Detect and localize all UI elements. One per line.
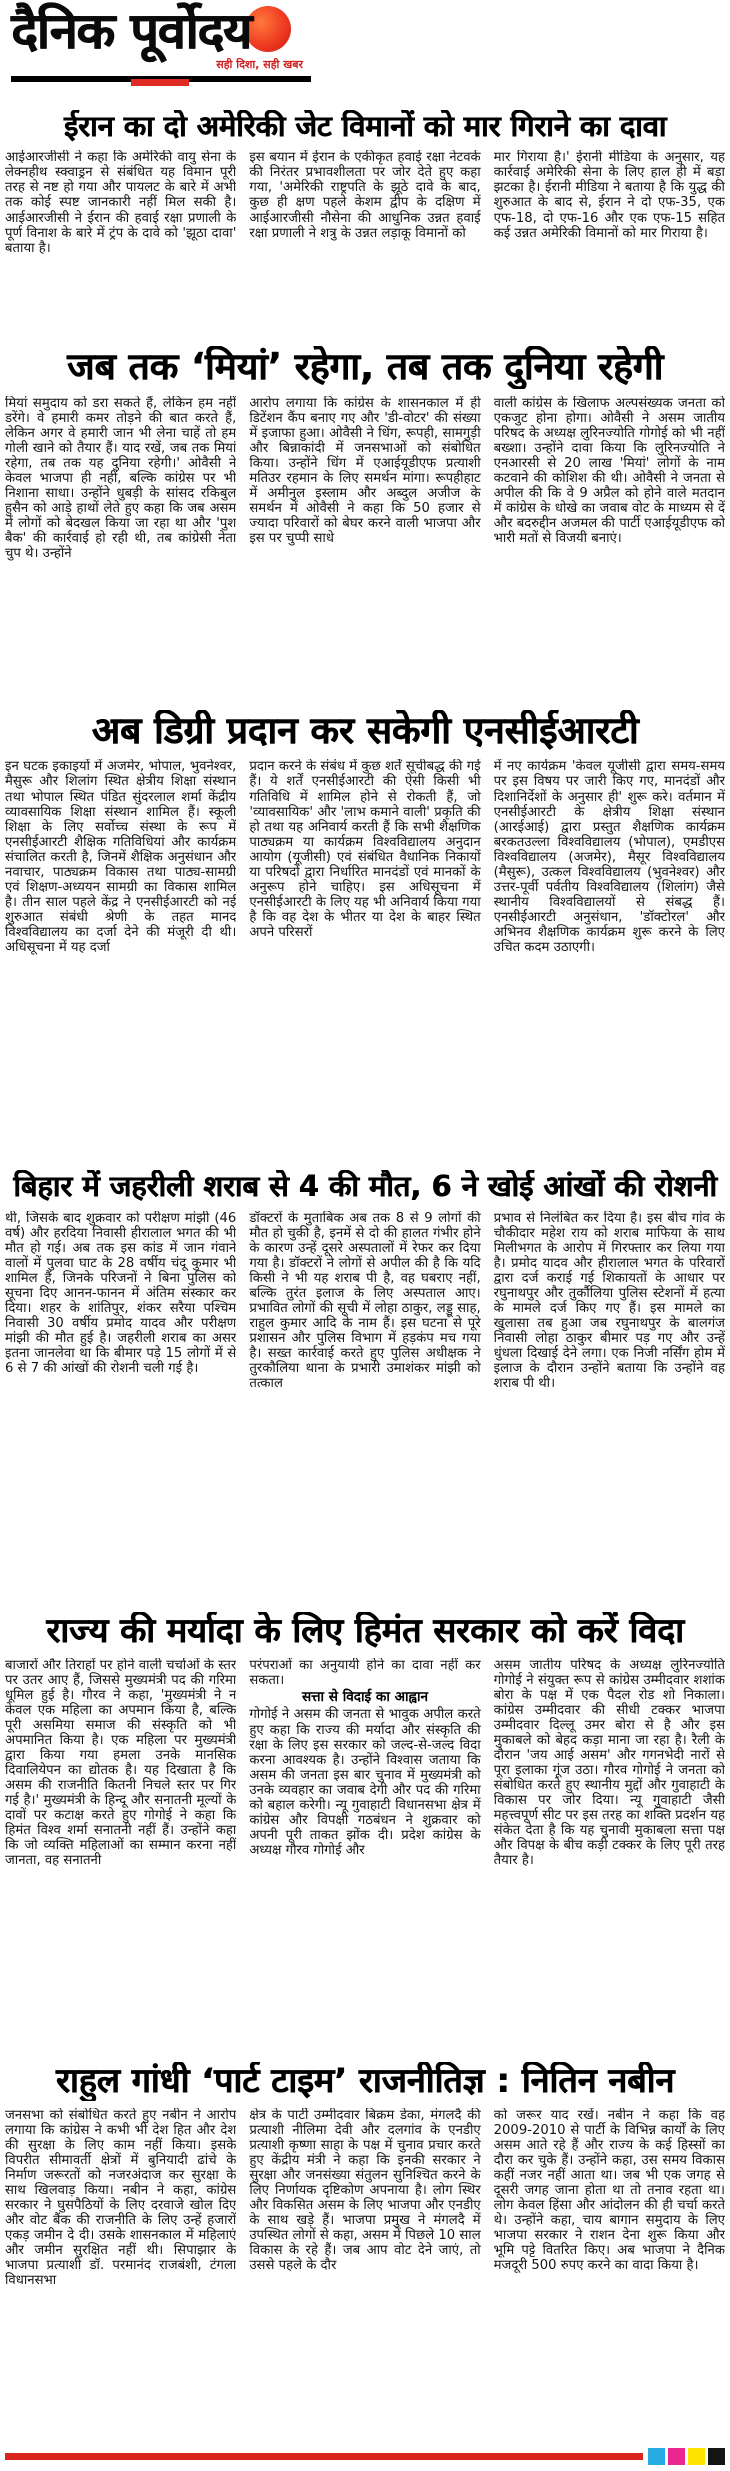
headline-himanta-govt: राज्य की मर्यादा के लिए हिमंत सरकार को करें विदा [46,1611,684,1651]
article-column-2: प्रदान करने के संबंध में कुछ शर्तें सूचीबद्ध की गई हैं। ये शर्तें एनसीईआरटी की ऐसी किसी भी गतिविधि में शामिल होने से रोकती हैं, जो 'व्यावसायिक' और 'लाभ कमाने वाली' प्रकृति की हो तथा यह अनिवार्य करती हैं कि सभी शैक्षणिक पाठ्यक्रम या कार्यक्रम विश्वविद्यालय अनुदान आयोग (यूजीसी) एवं संबंधित वैधानिक निकायों या परिषदों द्वारा निर्धारित मानदंडों एवं मानकों के अनुरूप होने चाहिए। इस अधिसूचना में एनसीईआरटी के लिए यह भी अनिवार्य किया गया है कि वह देश के भीतर या देश के बाहर स्थित अपने परिसरों [249,759,481,940]
article-column-3: में नए कार्यक्रम 'केवल यूजीसी द्वारा समय-समय पर इस विषय पर जारी किए गए, मानदंडों और दिशानिर्देशों के अनुसार ही' शुरू करे। वर्तमान में एनसीईआरटी के क्षेत्रीय शिक्षा संस्थान (आरईआई) द्वारा प्रस्तुत शैक्षणिक कार्यक्रम बरकतउल्ला विश्वविद्यालय (भोपाल), एमडीएस विश्वविद्यालय (अजमेर), मैसूर विश्वविद्यालय (मैसुरू), उत्कल विश्वविद्यालय (भुवनेश्वर) और उत्तर-पूर्वी पर्वतीय विश्वविद्यालय (शिलांग) जैसे स्थानीय विश्वविद्यालयों से संबद्ध हैं। एनसीईआरटी अनुसंधान, 'डॉक्टोरल' और अभिनव शैक्षणिक कार्यक्रम शुरू करने के लिए उचित कदम उठाएगी। [493,759,725,955]
article-owaisi-miya [5,346,725,704]
article-himanta-govt [5,1612,725,2056]
masthead-tagline: सही दिशा, सही खबर [216,58,303,71]
article-column-1: जनसभा को संबोधित करते हुए नबीन ने आरोप लगाया कि कांग्रेस ने कभी भी देश हित और देश की सुरक्षा के लिए काम नहीं किया। इसके विपरीत सीमावर्ती क्षेत्रों में बुनियादी ढांचे के निर्माण जरूरतों को नजरअंदाज कर सुरक्षा के साथ खिलवाड़ किया। नबीन ने कहा, कांग्रेस सरकार ने घुसपैठियों के लिए दरवाजे खोल दिए और वोट बैंक की राजनीति के लिए उन्हें हजारों एकड़ जमीन दे दी। उसके शासनकाल में महिलाएं और जमीन सुरक्षित नहीं थी। सिपाझार के भाजपा प्रत्याशी डॉ. परमानंद राजबंशी, टंगला विधानसभा [5,2107,237,2289]
headline-bihar-hooch: बिहार में जहरीली शराब से 4 की मौत, 6 ने खोई आंखों की रोशनी [13,1170,717,1204]
article-column-2: आरोप लगाया कि कांग्रेस के शासनकाल में ही डिटेंशन कैंप बनाए गए और 'डी-वोटर' की संख्या में इजाफा हुआ। ओवैसी ने धिंग, रूपही, सामगुड़ी और बिन्नाकांदी में जनसभाओं को संबोधित किया। उन्होंने धिंग में एआईयूडीएफ प्रत्याशी मतिउर रहमान के लिए समर्थन मांगा। रूपहीहाट में अमीनुल इस्लाम और अब्दुल अजीज के समर्थन में ओवैसी ने कहा कि 50 हजार से ज्यादा परिवारों को बेघर करने वाली भाजपा और इस पर चुप्पी साधे [249,395,481,547]
headline-ncert-degree: अब डिग्री प्रदान कर सकेगी एनसीईआरटी [91,709,639,752]
article-column-2 [249,1658,480,2056]
headline-rahul-parttime: राहुल गांधी ‘पार्ट टाइम’ राजनीतिज्ञ : नितिन नबीन [55,2061,675,2101]
article-column-3: वाली कांग्रेस के खिलाफ अल्पसंख्यक जनता को एकजुट होना होगा। ओवैसी ने असम जातीय परिषद के अध्यक्ष लुरिनज्योति गोगोई को भी नहीं बख्शा। उन्होंने दावा किया कि लुरिनज्योति ने एनआरसी से 20 लाख 'मियां' लोगों के नाम कटवाने की कोशिश की थी। ओवैसी ने जनता से अपील की कि वे 9 अप्रैल को होने वाले मतदान में कांग्रेस के धोखे का जवाब वोट के माध्यम से दें और बदरुद्दीन अजमल की पार्टी एआईयूडीएफ को भारी मतों से विजयी बनाएं। [493,395,725,547]
column-lead-text: परंपराओं का अनुयायी होने का दावा नहीं कर सकता। [249,1657,481,1688]
article-body [5,396,725,704]
article-body [5,1211,725,1606]
article-column-2: इस बयान में ईरान के एकीकृत हवाई रक्षा नेटवर्क की निरंतर प्रभावशीलता पर जोर देते हुए कहा गया, 'अमेरिकी राष्ट्रपति के झूठे दावे के बाद, कुछ ही क्षण पहले केशम द्वीप के दक्षिण में आईआरजीसी नौसेना की आधुनिक उन्नत हवाई रक्षा प्रणाली ने शत्रु के उन्नत लड़ाकू विमानों को [249,150,481,241]
article-body [5,1658,725,2056]
print-mark-black [708,2448,725,2465]
article-column-1: मियां समुदाय को डरा सकते हैं, लेकिन हम नहीं डरेंगे। वे हमारी कमर तोड़ने की बात करते हैं, लेकिन अगर वे हमारी जान भी लेना चाहें तो हम गोली खाने को तैयार हैं। याद रखें, जब तक मियां रहेगा, तब तक यह दुनिया रहेगी।' ओवैसी ने केवल भाजपा ही नहीं, बल्कि कांग्रेस पर भी निशाना साधा। उन्होंने धुबड़ी के सांसद रकिबुल हुसैन को आड़े हाथों लेते हुए कहा कि जब असम में लोगों को बेदखल किया जा रहा था और 'पुश बैक' की कार्रवाई हो रही थी, तब कांग्रेसी नेता चुप थे। उन्होंने [5,395,237,562]
print-mark-cyan [648,2448,665,2465]
article-column-3: प्रभाव से निलंबित कर दिया है। इस बीच गांव के चौकीदार महेश राय को शराब माफिया के साथ मिलीभगत के आरोप में गिरफ्तार कर लिया गया है। प्रमोद यादव और हीरालाल भगत के परिवारों द्वारा दर्ज कराई गई शिकायतों के आधार पर रघुनाथपुर और तुर्कौलिया पुलिस स्टेशनों में हत्या के मामले दर्ज किए गए हैं। इस मामले का खुलासा तब हुआ जब रघुनाथपुर के बालगंज निवासी लोहा ठाकुर बीमार पड़ गए और उन्हें धुंधला दिखाई देने लगा। एक निजी नर्सिंग होम में इलाज के दौरान उन्होंने बताया कि उन्होंने वह शराब पी थी। [493,1210,725,1392]
headline-owaisi-miya: जब तक ‘मियां’ रहेगा, तब तक दुनिया रहेगी [66,346,664,389]
article-column-1: इन घटक इकाइयों में अजमेर, भोपाल, भुवनेश्वर, मैसुरू और शिलांग स्थित क्षेत्रीय शिक्षा संस्थान तथा भोपाल स्थित पंडित सुंदरलाल शर्मा केंद्रीय व्यावसायिक शिक्षा संस्थान शामिल हैं। स्कूली शिक्षा के लिए सर्वोच्च संस्था के रूप में एनसीईआरटी शैक्षिक गतिविधियां और कार्यक्रम संचालित करती है, जिनमें शैक्षिक अनुसंधान और नवाचार, पाठ्यक्रम विकास तथा पाठ्य-सामग्री एवं शिक्षण-अध्ययन सामग्री का विकास शामिल है। तीन साल पहले केंद्र ने एनसीईआरटी को नई शुरुआत संबंधी श्रेणी के तहत मानद विश्वविद्यालय का दर्जा देने की मंजूरी दी थी। अधिसूचना में यह दर्जा [5,759,237,955]
print-mark-yellow [688,2448,705,2465]
masthead-rule [11,76,311,82]
newspaper-title: दैनिक पूर्वोदय [11,2,251,60]
article-column-3: को जरूर याद रखें। नबीन ने कहा कि वह 2009-2010 से पार्टी के विभिन्न कार्यों के लिए असम आते रहे हैं और राज्य के कई हिस्सों का दौरा कर चुके हैं। उन्होंने कहा, उस समय विकास कहीं नजर नहीं आता था। जब भी एक जगह से दूसरी जगह जाना होता था तो तनाव रहता था। लोग केवल हिंसा और आंदोलन की ही चर्चा करते थे। उन्होंने कहा, चाय बागान समुदाय के लिए भाजपा सरकार ने राशन देना शुरू किया और भूमि पट्टे वितरित किए। अब भाजपा ने दैनिक मजदूरी 500 रुपए करने का वादा किया है। [493,2107,725,2274]
column-rest-text: गोगोई ने असम की जनता से भावुक अपील करते हुए कहा कि राज्य की मर्यादा और संस्कृति की रक्षा के लिए इस सरकार को जल्द-से-जल्द विदा करना आवश्यक है। उन्होंने विश्वास जताया कि असम की जनता इस बार चुनाव में मुख्यमंत्री को उनके व्यवहार का जवाब देगी और पद की गरिमा को बहाल करेगी। न्यू गुवाहाटी विधानसभा क्षेत्र में कांग्रेस और विपक्षी गठबंधन ने शुक्रवार को अपनी पूरी ताकत झोंक दी। प्रदेश कांग्रेस के अध्यक्ष गौरव गोगोई और [249,1707,481,1858]
article-ncert-degree [5,710,725,1165]
article-rahul-parttime [5,2062,725,2438]
article-body [5,2108,725,2438]
print-registration-marks [648,2448,725,2465]
page-footer [5,2448,725,2465]
article-column-1: आईआरजीसी ने कहा कि अमेरिकी वायु सेना के लेक्नहीथ स्क्वाड्रन से संबंधित यह विमान पूरी तरह से नष्ट हो गया और पायलट के बारे में अभी तक कोई स्पष्ट जानकारी नहीं मिल सकी है। आईआरजीसी ने ईरान की हवाई रक्षा प्रणाली के पूर्ण विनाश के बारे में ट्रंप के दावे को 'झूठा दावा' बताया है। [5,150,237,256]
masthead [5,4,725,104]
article-column-1: बाजारों और तिराहों पर होने वाली चर्चाओं के स्तर पर उतर आए हैं, जिससे मुख्यमंत्री पद की गरिमा धूमिल हुई है। गौरव ने कहा, 'मुख्यमंत्री ने न केवल एक महिला का अपमान किया है, बल्कि पूरी असमिया समाज की संस्कृति को भी अपमानित किया है। एक महिला पर मुख्यमंत्री द्वारा किया गया हमला उनके मानसिक दिवालियेपन का द्योतक है। यह दिखाता है कि असम की राजनीति कितनी निचले स्तर पर गिर गई है।' मुख्यमंत्री के हिन्दू और सनातनी मूल्यों के दावों पर कटाक्ष करते हुए गोगोई ने कहा कि हिमंत विश्व शर्मा सनातनी नहीं हैं। उन्होंने कहा कि जो व्यक्ति महिलाओं का सम्मान करना नहीं जानता, वह सनातनी [5,1657,237,1869]
article-column-3: असम जातीय परिषद के अध्यक्ष लुरिनज्योति गोगोई ने संयुक्त रूप से कांग्रेस उम्मीदवार शशांक बोरा के पक्ष में एक पैदल रोड शो निकाला। कांग्रेस उम्मीदवार की सीधी टक्कर भाजपा उम्मीदवार दिल्लू उमर बोरा से है और इस मुकाबले को बेहद कड़ा माना जा रहा है। रैली के दौरान 'जय आई असम' और गगनभेदी नारों से पूरा इलाका गूंज उठा। गौरव गोगोई ने जनता को संबोधित करते हुए स्थानीय मुद्दों और गुवाहाटी के विकास पर जोर दिया। न्यू गुवाहाटी जैसी महत्त्वपूर्ण सीट पर इस तरह का शक्ति प्रदर्शन यह संकेत देता है कि यह चुनावी मुकाबला सत्ता पक्ष और विपक्ष के बीच कड़ी टक्कर के लिए पूरी तरह तैयार है। [493,1657,725,1869]
footer-red-rule [5,2453,643,2460]
masthead-logo-wrap [5,4,303,72]
headline-iran-jets: ईरान का दो अमेरिकी जेट विमानों को मार गिराने का दावा [63,110,667,143]
article-bihar-hooch [5,1170,725,1605]
article-column-2: क्षेत्र के पार्टी उम्मीदवार बिक्रम डेका, मंगलदै की प्रत्याशी नीलिमा देवी और दलगांव के एनडीए प्रत्याशी कृष्णा साहा के पक्ष में चुनाव प्रचार करते हुए केंद्रीय मंत्री ने कहा कि इनकी सरकार ने सुरक्षा और जनसंख्या संतुलन सुनिश्चित करने के लिए निर्णायक दृष्टिकोण अपनाया है। लोग स्थिर और विकसित असम के लिए भाजपा और एनडीए के साथ खड़े हैं। भाजपा प्रमुख ने मंगलदै में उपस्थित लोगों से कहा, असम में पिछले 10 साल विकास के रहे हैं। जब आप वोट देने जाएं, तो उससे पहले के दौर [249,2107,481,2274]
print-mark-magenta [668,2448,685,2465]
article-column-1: थी, जिसके बाद शुक्रवार को परीक्षण मांझी (46 वर्ष) और हरदिया निवासी हीरालाल भगत की भी मौत हो गई। अब तक इस कांड में जान गंवाने वालों में पुलवा घाट के 28 वर्षीय चंदू कुमार भी शामिल हैं, जिनके परिजनों ने बिना पुलिस को सूचना दिए आनन-फानन में अंतिम संस्कार कर दिया। शहर के शांतिपुर, शंकर सरैया पश्चिम निवासी 30 वर्षीय प्रमोद यादव और परीक्षण मांझी की मौत हुई है। जहरीली शराब का असर इतना जानलेवा था कि बीमार पड़े 15 लोगों में से 6 से 7 की आंखों की रोशनी चली गई है। [5,1210,237,1377]
article-body [5,759,725,1164]
article-column-2: डॉक्टरों के मुताबिक अब तक 8 से 9 लोगों की मौत हो चुकी है, इनमें से दो की हालत गंभीर होने के कारण उन्हें दूसरे अस्पतालों में रेफर कर दिया गया है। डॉक्टरों ने लोगों से अपील की है कि यदि किसी ने भी यह शराब पी है, वह घबराए नहीं, बल्कि तुरंत इलाज के लिए अस्पताल आए। प्रभावित लोगों की सूची में लोहा ठाकुर, लड्डू साह, राहुल कुमार आदि के नाम हैं। इस घटना से पूरे प्रशासन और पुलिस विभाग में हड़कंप मच गया है। सख्त कार्रवाई करते हुए पुलिस अधीक्षक ने तुरकौलिया थाना के प्रभारी उमाशंकर मांझी को तत्काल [249,1210,481,1392]
article-iran-jets [5,110,725,340]
article-body [5,150,725,340]
article-subhead: सत्ता से विदाई का आह्वान [301,1688,429,1705]
masthead-red-mark [131,79,189,86]
article-column-3: मार गिराया है।' ईरानी मीडिया के अनुसार, यह कार्रवाई अमेरिकी सेना के लिए हाल ही में बड़ा झटका है। ईरानी मीडिया ने बताया है कि युद्ध की शुरुआत के बाद से, ईरान ने दो एफ-35, एक एफ-18, दो एफ-16 और एक एफ-15 सहित कई उन्नत अमेरिकी विमानों को मार गिराया है। [493,150,725,241]
